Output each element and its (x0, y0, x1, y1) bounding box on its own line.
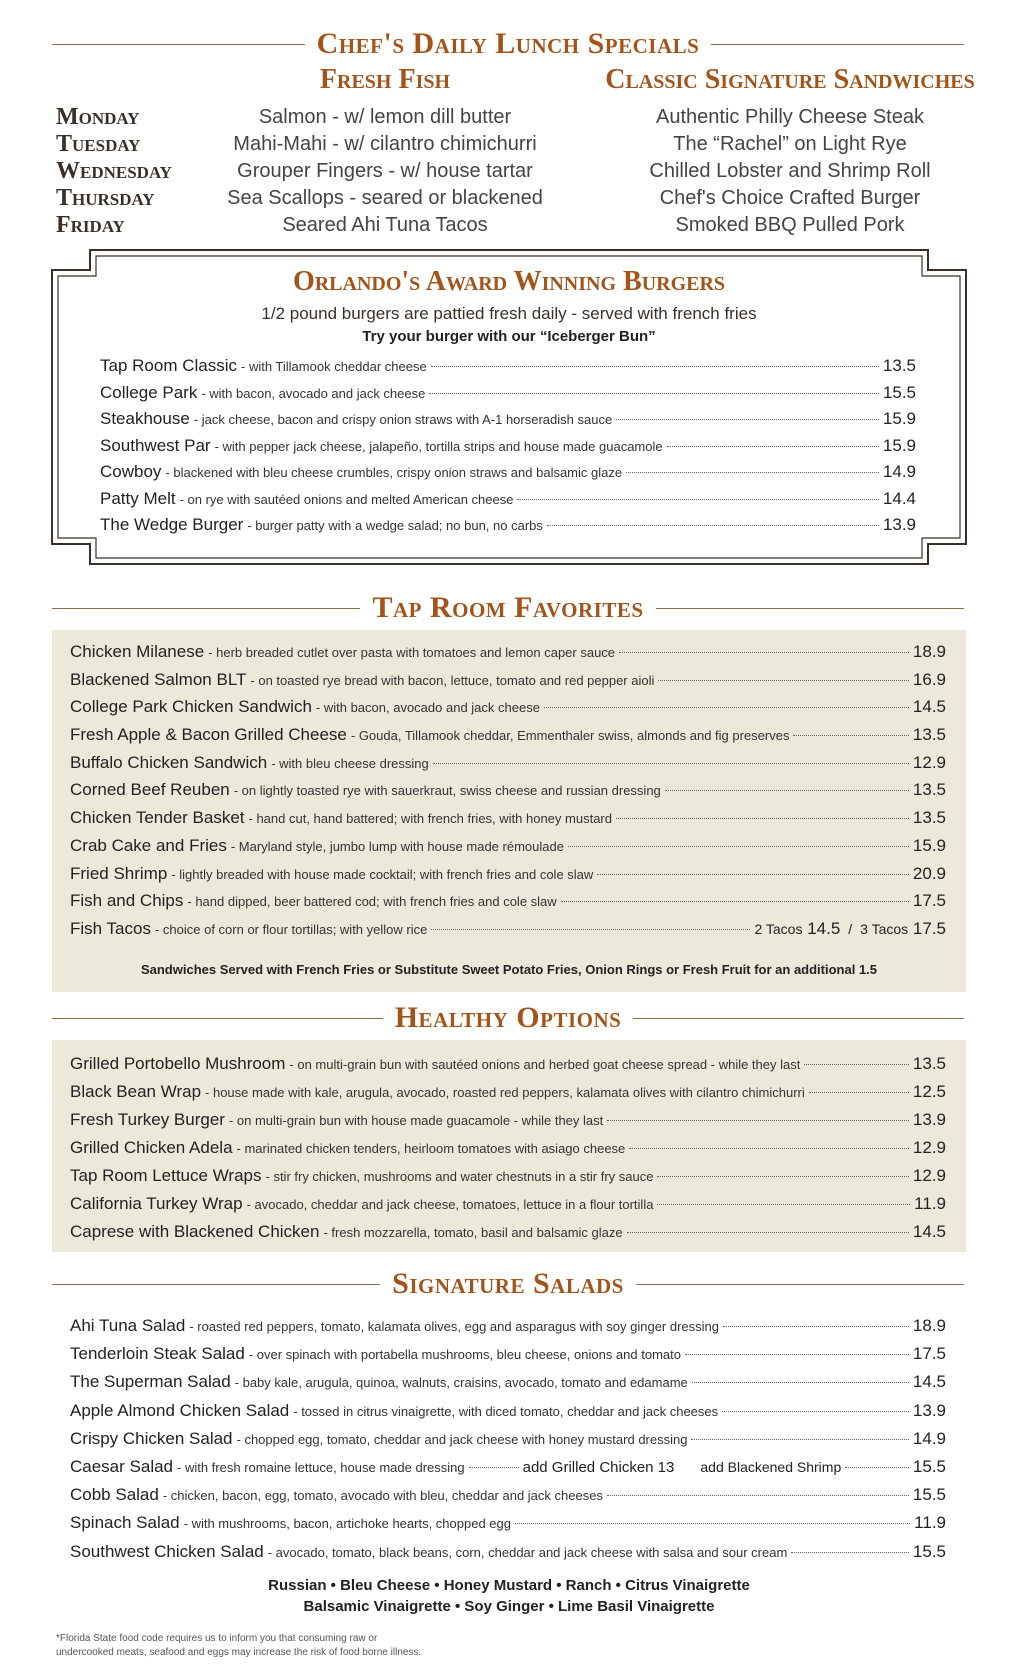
iceberger-bun-note: Try your burger with our “Iceberger Bun” (362, 328, 656, 345)
food-safety-footnote (56, 1632, 421, 1660)
two-tacos-value: 14.5 (807, 918, 841, 938)
item-price: 14.9 (912, 1428, 946, 1448)
menu-item (70, 1082, 946, 1110)
leader-dots (431, 366, 879, 367)
menu-item (100, 383, 916, 410)
item-price: 14.9 (882, 462, 916, 481)
item-desc: - with bleu cheese dressing (271, 755, 429, 771)
item-desc: - chopped egg, tomato, cheddar and jack cheese with honey mustard dressing (236, 1431, 688, 1447)
menu-item (100, 436, 916, 463)
section-title: Healthy Options (394, 1001, 622, 1034)
menu-item (70, 1372, 946, 1400)
sandwich-item: Authentic Philly Cheese Steak (656, 106, 924, 128)
item-name: The Wedge Burger (100, 515, 244, 534)
item-desc: - house made with kale, arugula, avocado, roasted red peppers, kalamata olives with cilantro chimichurri (205, 1085, 805, 1100)
sandwich-item: The “Rachel” on Light Rye (673, 133, 907, 155)
divider (52, 44, 305, 45)
menu-item (70, 642, 946, 670)
salads-list (70, 1316, 946, 1570)
item-desc: - with Tillamook cheddar cheese (241, 359, 427, 374)
item-price: 13.5 (912, 808, 946, 828)
item-desc: - roasted red peppers, tomato, kalamata olives, egg and asparagus with soy ginger dressing (189, 1319, 719, 1334)
item-price: 16.9 (912, 669, 946, 689)
item-price: 13.9 (882, 515, 916, 534)
item-name: Apple Almond Chicken Salad (70, 1400, 290, 1420)
item-price: 13.9 (912, 1400, 946, 1420)
two-tacos-price (754, 919, 840, 939)
item-price: 15.9 (882, 409, 916, 428)
leader-dots (627, 1232, 909, 1233)
leader-dots (547, 525, 879, 526)
item-price: 13.9 (912, 1110, 946, 1129)
item-price: 18.9 (912, 1316, 946, 1335)
item-price: 12.9 (912, 1138, 946, 1157)
item-desc: - on multi-grain bun with house made guacamole - while they last (228, 1113, 604, 1128)
item-desc: - Maryland style, jumbo lump with house made rémoulade (230, 838, 564, 854)
item-desc: - hand cut, hand battered; with french fries, with honey mustard (248, 811, 612, 827)
fish-item: Salmon - w/ lemon dill butter (258, 106, 512, 128)
lunch-specials-header (52, 24, 964, 64)
menu-item (70, 753, 946, 781)
item-desc: - burger patty with a wedge salad; no bun, no carbs (247, 518, 543, 533)
leader-dots (515, 1523, 910, 1524)
leader-dots (657, 1176, 908, 1177)
item-name: Cobb Salad (70, 1485, 159, 1505)
menu-item (100, 515, 916, 542)
item-name: Tenderloin Steak Salad (70, 1344, 245, 1364)
item-price: 11.9 (914, 1513, 946, 1533)
divider (711, 44, 964, 45)
item-name: Black Bean Wrap (70, 1082, 202, 1101)
item-desc: - avocado, tomato, black beans, corn, cheddar and jack cheese with salsa and sour cream (267, 1544, 788, 1560)
favorites-list (70, 642, 946, 947)
item-price: 14.5 (912, 697, 946, 717)
leader-dots (433, 763, 909, 764)
leader-dots (804, 1064, 909, 1065)
item-desc: - with mushrooms, bacon, artichoke hearts, chopped egg (183, 1516, 511, 1532)
signature-sandwiches-title: Classic Signature Sandwiches (605, 64, 975, 95)
item-name: College Park Chicken Sandwich (70, 697, 312, 717)
item-desc: - jack cheese, bacon and crispy onion straws with A-1 horseradish sauce (193, 412, 613, 427)
leader-dots (685, 1354, 909, 1355)
menu-item (100, 356, 916, 383)
leader-dots (616, 419, 879, 420)
menu-item (70, 1110, 946, 1138)
divider (633, 1018, 964, 1019)
menu-item (70, 1429, 946, 1457)
item-name: Southwest Par (100, 435, 211, 455)
item-desc: - choice of corn or flour tortillas; with yellow rice (154, 921, 428, 937)
leader-dots (722, 1411, 909, 1412)
menu-item (70, 1401, 946, 1429)
salads-header (52, 1264, 964, 1304)
menu-item (70, 808, 946, 836)
two-tacos-label: 2 Tacos (754, 920, 803, 937)
leader-dots (561, 901, 909, 902)
menu-item (100, 462, 916, 489)
item-desc: - tossed in citrus vinaigrette, with diced tomato, cheddar and jack cheeses (293, 1403, 719, 1419)
item-price: 13.5 (912, 725, 946, 745)
burger-list (100, 356, 916, 542)
item-name: California Turkey Wrap (70, 1194, 243, 1213)
section-title: Chef's Daily Lunch Specials (316, 27, 700, 60)
leader-dots (809, 1092, 909, 1093)
add-grilled-chicken: add Grilled Chicken 13 (522, 1458, 675, 1476)
leader-dots (619, 652, 909, 653)
leader-dots (665, 790, 909, 791)
taco-separator: / (848, 920, 853, 937)
item-desc: - avocado, cheddar and jack cheese, tomatoes, lettuce in a flour tortilla (246, 1197, 654, 1212)
leader-dots (626, 472, 879, 473)
sandwich-item: Smoked BBQ Pulled Pork (675, 214, 905, 236)
item-price: 11.9 (914, 1194, 946, 1213)
item-desc: - with pepper jack cheese, jalapeño, tortilla strips and house made guacamole (214, 438, 663, 454)
item-desc: - hand dipped, beer battered cod; with french fries and cole slaw (187, 894, 557, 910)
fish-item: Mahi-Mahi - w/ cilantro chimichurri (233, 133, 537, 155)
item-name: Blackened Salmon BLT (70, 669, 247, 689)
day-label: Friday (56, 212, 125, 238)
menu-item (70, 1542, 946, 1570)
day-label: Monday (56, 104, 140, 130)
healthy-header (52, 998, 964, 1038)
menu-item (70, 1054, 946, 1082)
item-price: 15.5 (912, 1541, 946, 1561)
item-desc: - lightly breaded with house made cocktail; with french fries and cole slaw (171, 866, 594, 882)
divider (636, 1284, 964, 1285)
leader-dots (544, 707, 909, 708)
item-desc: - chicken, bacon, egg, tomato, avocado with bleu, cheddar and jack cheeses (162, 1488, 603, 1504)
item-price: 17.5 (912, 891, 946, 911)
item-desc: - over spinach with portabella mushrooms, bleu cheese, onions and tomato (248, 1347, 681, 1363)
fish-item: Sea Scallops - seared or blackened (227, 187, 543, 209)
menu-item (70, 1194, 946, 1222)
item-name: Caprese with Blackened Chicken (70, 1222, 320, 1241)
leader-dots (845, 1467, 909, 1468)
leader-dots (791, 1552, 909, 1553)
item-desc: - blackened with bleu cheese crumbles, crispy onion straws and balsamic glaze (165, 465, 623, 480)
item-name: Crab Cake and Fries (70, 835, 227, 855)
item-desc: - on rye with sautéed onions and melted American cheese (179, 491, 514, 507)
leader-dots (431, 929, 750, 930)
item-price: 13.5 (882, 356, 916, 375)
menu-item (70, 1344, 946, 1372)
menu-item (100, 409, 916, 436)
item-name: Fish Tacos (70, 918, 151, 938)
leader-dots (429, 393, 879, 394)
menu-item (70, 725, 946, 753)
dressings-line-2: Balsamic Vinaigrette • Soy Ginger • Lime Basil Vinaigrette (303, 1598, 715, 1615)
item-desc: - fresh mozzarella, tomato, basil and balsamic glaze (323, 1225, 623, 1240)
sandwich-item: Chilled Lobster and Shrimp Roll (649, 160, 931, 182)
item-price: 15.9 (882, 435, 916, 455)
item-desc: - stir fry chicken, mushrooms and water chestnuts in a stir fry sauce (265, 1169, 654, 1184)
item-name: Tap Room Classic (100, 356, 237, 375)
menu-item-caesar (70, 1457, 946, 1485)
day-label: Thursday (56, 185, 155, 211)
item-price: 13.5 (912, 780, 946, 800)
footnote-line: undercooked meats, seafood and eggs may increase the risk of food borne illness. (56, 1647, 422, 1658)
leader-dots (469, 1467, 519, 1468)
item-desc: - marinated chicken tenders, heirloom tomatoes with asiago cheese (236, 1141, 626, 1156)
sandwich-item: Chef's Choice Crafted Burger (659, 187, 921, 209)
item-price: 13.5 (912, 1054, 946, 1073)
item-desc: - with fresh romaine lettuce, house made dressing (177, 1459, 465, 1475)
item-name: Steakhouse (100, 409, 190, 428)
leader-dots (568, 846, 909, 847)
leader-dots (597, 874, 909, 875)
leader-dots (607, 1495, 909, 1496)
menu-item (100, 489, 916, 516)
leader-dots (657, 1204, 910, 1205)
menu-item (70, 697, 946, 725)
favorites-header (52, 588, 964, 628)
item-name: Southwest Chicken Salad (70, 1541, 264, 1561)
item-price: 12.9 (912, 1166, 946, 1185)
item-desc: - with bacon, avocado and jack cheese (201, 385, 426, 401)
item-name: Grilled Portobello Mushroom (70, 1054, 286, 1073)
leader-dots (691, 1439, 908, 1440)
item-desc: - on toasted rye bread with bacon, lettuce, tomato and red pepper aioli (250, 672, 655, 688)
leader-dots (723, 1326, 909, 1327)
fish-item: Seared Ahi Tuna Tacos (282, 214, 488, 236)
item-name: Cowboy (100, 462, 162, 481)
fish-list (205, 104, 565, 239)
divider (52, 1018, 383, 1019)
menu-item (70, 780, 946, 808)
item-name: Ahi Tuna Salad (70, 1316, 186, 1335)
item-name: Grilled Chicken Adela (70, 1138, 233, 1157)
item-price: 14.4 (882, 488, 916, 508)
item-price: 17.5 (912, 1344, 946, 1364)
item-name: Fried Shrimp (70, 863, 168, 883)
leader-dots (793, 735, 908, 736)
item-name: College Park (100, 382, 198, 402)
menu-item (70, 1513, 946, 1541)
add-blackened-shrimp: add Blackened Shrimp (700, 1458, 842, 1475)
leader-dots (692, 1382, 909, 1383)
fish-item: Grouper Fingers - w/ house tartar (237, 160, 533, 182)
item-price: 14.5 (912, 1372, 946, 1392)
three-tacos-label: 3 Tacos (860, 920, 909, 937)
menu-item (70, 1316, 946, 1344)
item-name: Corned Beef Reuben (70, 780, 230, 800)
menu-item (70, 1485, 946, 1513)
item-name: Chicken Milanese (70, 642, 205, 661)
item-name: Buffalo Chicken Sandwich (70, 752, 268, 772)
menu-item (70, 864, 946, 892)
item-desc: - baby kale, arugula, quinoa, walnuts, craisins, avocado, tomato and edamame (234, 1375, 688, 1391)
leader-dots (616, 818, 909, 819)
fresh-fish-title: Fresh Fish (319, 64, 451, 95)
leader-dots (629, 1148, 909, 1149)
item-name: Tap Room Lettuce Wraps (70, 1166, 262, 1185)
item-name: Fresh Turkey Burger (70, 1110, 225, 1129)
leader-dots (658, 680, 909, 681)
divider (52, 1284, 380, 1285)
menu-item (70, 670, 946, 698)
leader-dots (607, 1120, 909, 1121)
item-desc: - on lightly toasted rye with sauerkraut, swiss cheese and russian dressing (233, 783, 661, 799)
item-price: 20.9 (912, 863, 946, 883)
three-tacos-price (860, 919, 946, 939)
divider (656, 608, 964, 609)
item-name: Patty Melt (100, 488, 176, 508)
item-price: 15.5 (912, 1456, 946, 1476)
day-label: Tuesday (56, 131, 141, 157)
three-tacos-value: 17.5 (912, 918, 946, 938)
item-price: 15.5 (912, 1485, 946, 1505)
item-name: The Superman Salad (70, 1372, 231, 1392)
item-name: Fresh Apple & Bacon Grilled Cheese (70, 725, 347, 745)
healthy-list (70, 1054, 946, 1250)
section-title: Signature Salads (392, 1267, 624, 1300)
menu-item-fish-tacos (70, 919, 946, 947)
item-name: Caesar Salad (70, 1456, 174, 1476)
item-desc: - Gouda, Tillamook cheddar, Emmenthaler swiss, almonds and fig preserves (350, 728, 790, 744)
item-name: Fish and Chips (70, 891, 184, 911)
menu-item (70, 1138, 946, 1166)
menu-item (70, 836, 946, 864)
menu-item (70, 1222, 946, 1250)
day-label: Wednesday (56, 158, 172, 184)
sides-note: Sandwiches Served with French Fries or Substitute Sweet Potato Fries, Onion Rings or Fresh Fruit for an additional 1.5 (140, 962, 878, 977)
day-list (56, 104, 172, 239)
menu-item (70, 891, 946, 919)
item-desc: - with bacon, avocado and jack cheese (315, 700, 540, 716)
dressings-line-1: Russian • Bleu Cheese • Honey Mustard • Ranch • Citrus Vinaigrette (268, 1577, 750, 1594)
item-name: Crispy Chicken Salad (70, 1428, 233, 1448)
sandwich-list (600, 104, 980, 239)
item-price: 15.9 (912, 835, 946, 855)
item-price: 18.9 (912, 642, 946, 661)
divider (52, 608, 360, 609)
item-price: 14.5 (912, 1222, 946, 1241)
burgers-title: Orlando's Award Winning Burgers (292, 266, 726, 297)
section-title: Tap Room Favorites (372, 591, 644, 624)
menu-item (70, 1166, 946, 1194)
item-desc: - on multi-grain bun with sautéed onions and herbed goat cheese spread - while they last (289, 1057, 801, 1072)
item-price: 12.9 (912, 752, 946, 772)
leader-dots (517, 499, 878, 500)
burgers-subtitle: 1/2 pound burgers are pattied fresh daily - served with french fries (261, 304, 757, 323)
leader-dots (667, 446, 879, 447)
footnote-line: *Florida State food code requires us to inform you that consuming raw or (56, 1633, 378, 1644)
item-name: Chicken Tender Basket (70, 808, 245, 828)
item-price: 12.5 (912, 1082, 946, 1101)
item-price: 15.5 (882, 382, 916, 402)
item-name: Spinach Salad (70, 1513, 180, 1533)
item-desc: - herb breaded cutlet over pasta with tomatoes and lemon caper sauce (208, 645, 616, 660)
